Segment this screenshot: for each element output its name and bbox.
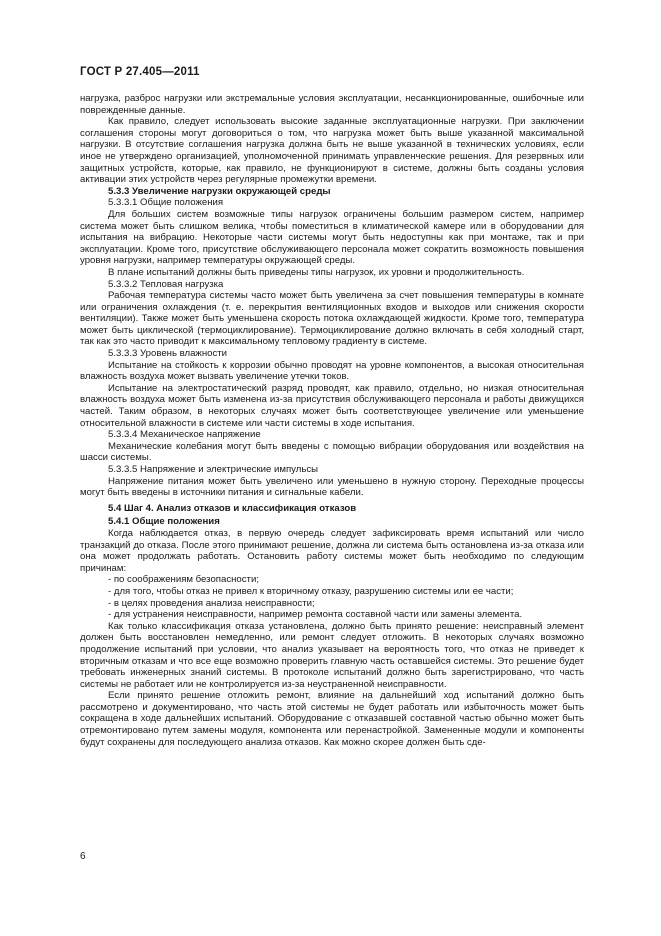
paragraph: Испытание на электростатический разряд проводят, как правило, отдельно, но низкая относительная влажность воздуха может быть изменена из-за присутствия обслуживающего персонала и работы движущихся частей. Таким образом, в некоторых случаях может быть соответствующее увеличение или уменьшение относительной влажности в системе или части системы в ходе испытания. xyxy=(80,382,584,429)
paragraph: Как только классификация отказа установлена, должно быть принято решение: неисправный элемент должен быть восстановлен немедленно, или ремонт следует отложить. В некоторых случаях возможно продолжение испытаний при условии, что анализ указывает на вероятность того, что отказ не приведет к вторичным отказам и что все еще возможно проверить главную часть оставшейся системы. Это решение будет требовать инженерных знаний системы. В протоколе испытаний должно быть зарегистрировано, что часть системы не работает или не контролируется из-за неустраненной неисправности. xyxy=(80,620,584,690)
paragraph: Испытание на стойкость к коррозии обычно проводят на уровне компонентов, а высокая относительная влажность воздуха может вызвать увеличение утечки токов. xyxy=(80,359,584,383)
subsection-heading-5-3-3-3: 5.3.3.3 Уровень влажности xyxy=(108,348,228,360)
list-item: - в целях проведения анализа неисправности; xyxy=(108,597,315,609)
paragraph: Напряжение питания может быть увеличено или уменьшено в нужную сторону. Переходные процессы могут быть введены в источники питания и сигнальные кабели. xyxy=(80,475,584,499)
paragraph: Если принято решение отложить ремонт, влияние на дальнейший ход испытаний должно быть рассмотрено и документировано, что часть этой системы не будет работать или избыточность может быть сокращена в ходе дальнейших испытаний. Оборудование с отказавшей составной частью обычно может быть отремонтировано путем замены модуля, компонента или перенастройкой. Замененные модули и компоненты будут сохранены для последующего анализа отказов. Как можно скорее должен быть сде- xyxy=(80,690,584,748)
list-item: - для устранения неисправности, например ремонта составной части или замены элемента. xyxy=(108,609,523,621)
section-heading-5-4-1: 5.4.1 Общие положения xyxy=(108,516,220,528)
paragraph: Как правило, следует использовать высокие заданные эксплуатационные нагрузки. При заключении соглашения стороны могут договориться о том, что нагрузка может быть выше указанной максимальной нагрузки. В отсутствие соглашения нагрузка должна быть не выше указанной в технических условиях, если иное не утверждено организацией, уполномоченной принимать управленческие решения. Для резервных или защитных устройств, которые, как правило, не функционируют в системе, должны быть созданы условия активации этих устройств через регулярные промежутки времени. xyxy=(80,116,584,186)
subsection-heading-5-3-3-4: 5.3.3.4 Механическое напряжение xyxy=(108,429,261,441)
subsection-heading-5-3-3-5: 5.3.3.5 Напряжение и электрические импульсы xyxy=(108,464,319,475)
list-item: - для того, чтобы отказ не привел к вторичному отказу, разрушению системы или ее части; xyxy=(108,585,514,597)
section-heading-5-4: 5.4 Шаг 4. Анализ отказов и классификация отказов xyxy=(108,502,357,514)
paragraph: Для больших систем возможные типы нагрузок ограничены большим размером систем, например система может быть слишком велика, чтобы поместиться в климатической камере или в оборудовании для испытания на вибрацию. Некоторые части системы могут быть недоступны как при монтаже, так и при эксплуатации. Кроме того, присутствие обслуживающего персонала может сократить возможность повышения уровня нагрузки, например температуры окружающей среды. xyxy=(80,208,584,267)
list-item: - по соображениям безопасности; xyxy=(108,574,259,586)
paragraph: Механические колебания могут быть введены с помощью вибрации оборудования или воздействия на шасси системы. xyxy=(80,440,584,464)
section-heading-5-3-3: 5.3.3 Увеличение нагрузки окружающей среды xyxy=(108,185,331,197)
subsection-heading-5-3-3-2: 5.3.3.2 Тепловая нагрузка xyxy=(108,278,224,290)
paragraph: Рабочая температура системы часто может быть увеличена за счет повышения температуры в комнате или ограничения охлаждения (т. е. перекрытия вентиляционных входов и выходов или снижения скорости вентиляции). Также может быть уменьшена скорость потока охлаждающей жидкости. Кроме того, температура может быть циклической (термоциклирование). Термоциклирование должно включать в себя холодный старт, так как это часто приводит к максимальному тепловому градиенту в системе. xyxy=(80,290,584,348)
paragraph: нагрузка, разброс нагрузки или экстремальные условия эксплуатации, несанкционированные, ошибочные или поврежденные данные. xyxy=(80,93,584,116)
paragraph: Когда наблюдается отказ, в первую очередь следует зафиксировать время испытаний или число транзакций до отказа. После этого принимают решение, должна ли система быть остановлена из-за отказа или она может продолжать работать. Остановить работу системы может быть необходимо по следующим причинам: xyxy=(80,527,584,574)
paragraph: В плане испытаний должны быть приведены типы нагрузок, их уровни и продолжительность. xyxy=(108,266,525,278)
subsection-heading-5-3-3-1: 5.3.3.1 Общие положения xyxy=(108,197,224,209)
page-number: 6 xyxy=(80,851,86,862)
standard-header: ГОСТ Р 27.405—2011 xyxy=(80,66,200,78)
document-body xyxy=(80,93,584,748)
